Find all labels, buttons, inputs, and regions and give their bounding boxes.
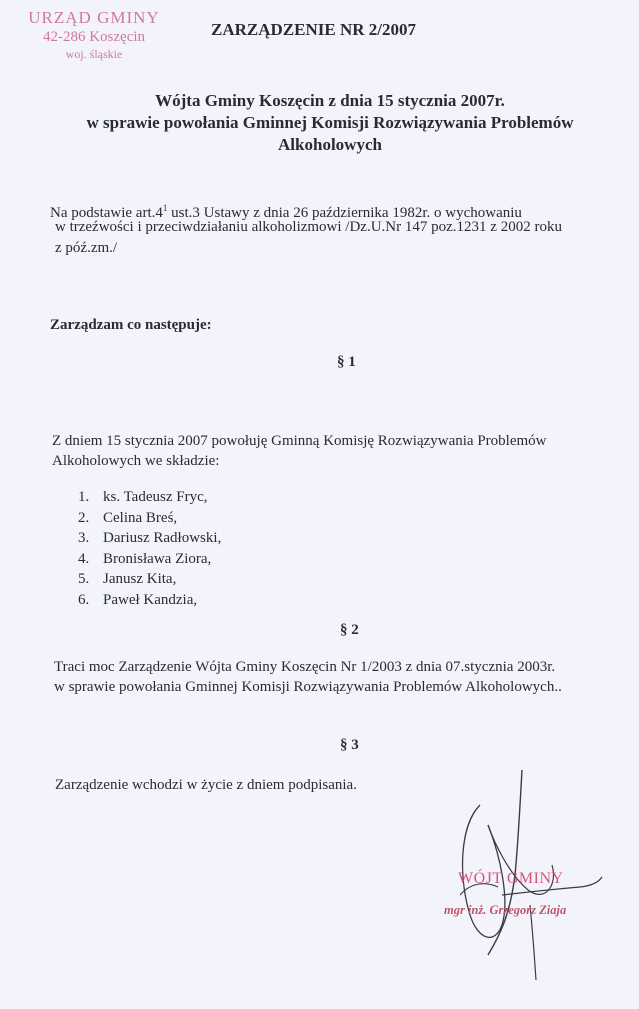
- section-2-text-line-2: w sprawie powołania Gminnej Komisji Rozwiązywania Problemów Alkoholowych..: [54, 679, 562, 695]
- legal-basis-line-2: w trzeźwości i przeciwdziałaniu alkoholizmowi /Dz.U.Nr 147 poz.1231 z 2002 roku: [55, 219, 562, 235]
- list-item: 6. Paweł Kandzia,: [78, 591, 198, 608]
- list-item: 5. Janusz Kita,: [78, 571, 177, 587]
- list-item: 3. Dariusz Radłowski,: [78, 530, 222, 546]
- stamp-line-1: URZĄD GMINY: [28, 8, 160, 27]
- list-item: 4. Bronisława Ziora,: [78, 550, 212, 567]
- legal-basis-line-1: Na podstawie $art.4^1$ ust.3 Ustawy z dnia 26 października 1982r. o wychowaniu: [50, 203, 522, 221]
- section-1-heading: § 1: [337, 354, 356, 370]
- heading-line-1: Wójta Gminy Koszęcin z dnia 15 stycznia 2007r.: [155, 91, 505, 110]
- heading-line-2: w sprawie powołania Gminnej Komisji Rozwiązywania Problemów: [86, 113, 574, 132]
- signature-stamp-name: mgr inż. Grzegorz Ziaja: [444, 903, 567, 917]
- list-item: 1. ks. Tadeusz Fryc,: [78, 489, 208, 505]
- legal-basis-line-3: z póź.zm./: [55, 240, 118, 256]
- order-intro: Zarządzam co następuje:: [50, 317, 212, 333]
- members-list: [78, 487, 221, 610]
- section-1-text-line-1: Z dniem 15 stycznia 2007 powołuję Gminną Komisję Rozwiązywania Problemów: [52, 433, 547, 449]
- section-2-heading: § 2: [340, 622, 359, 638]
- list-item: 2. Celina Breś,: [78, 509, 178, 526]
- stamp-line-2: 42-286 Koszęcin: [42, 29, 146, 45]
- section-2-text-line-1: Traci moc Zarządzenie Wójta Gminy Koszęcin Nr 1/2003 z dnia 07.stycznia 2003r.: [54, 659, 556, 675]
- office-stamp: [14, 8, 174, 62]
- heading-line-3: Alkoholowych: [278, 135, 382, 154]
- document-title: ZARZĄDZENIE NR 2/2007: [211, 20, 416, 39]
- section-1-text-line-2: Alkoholowych we składzie:: [52, 453, 220, 469]
- section-3-text: Zarządzenie wchodzi w życie z dniem podpisania.: [55, 777, 357, 793]
- signature-stamp-title: WÓJT GMINY: [458, 870, 564, 887]
- section-3-heading: § 3: [340, 737, 359, 753]
- stamp-line-3: woj. śląskie: [65, 47, 123, 61]
